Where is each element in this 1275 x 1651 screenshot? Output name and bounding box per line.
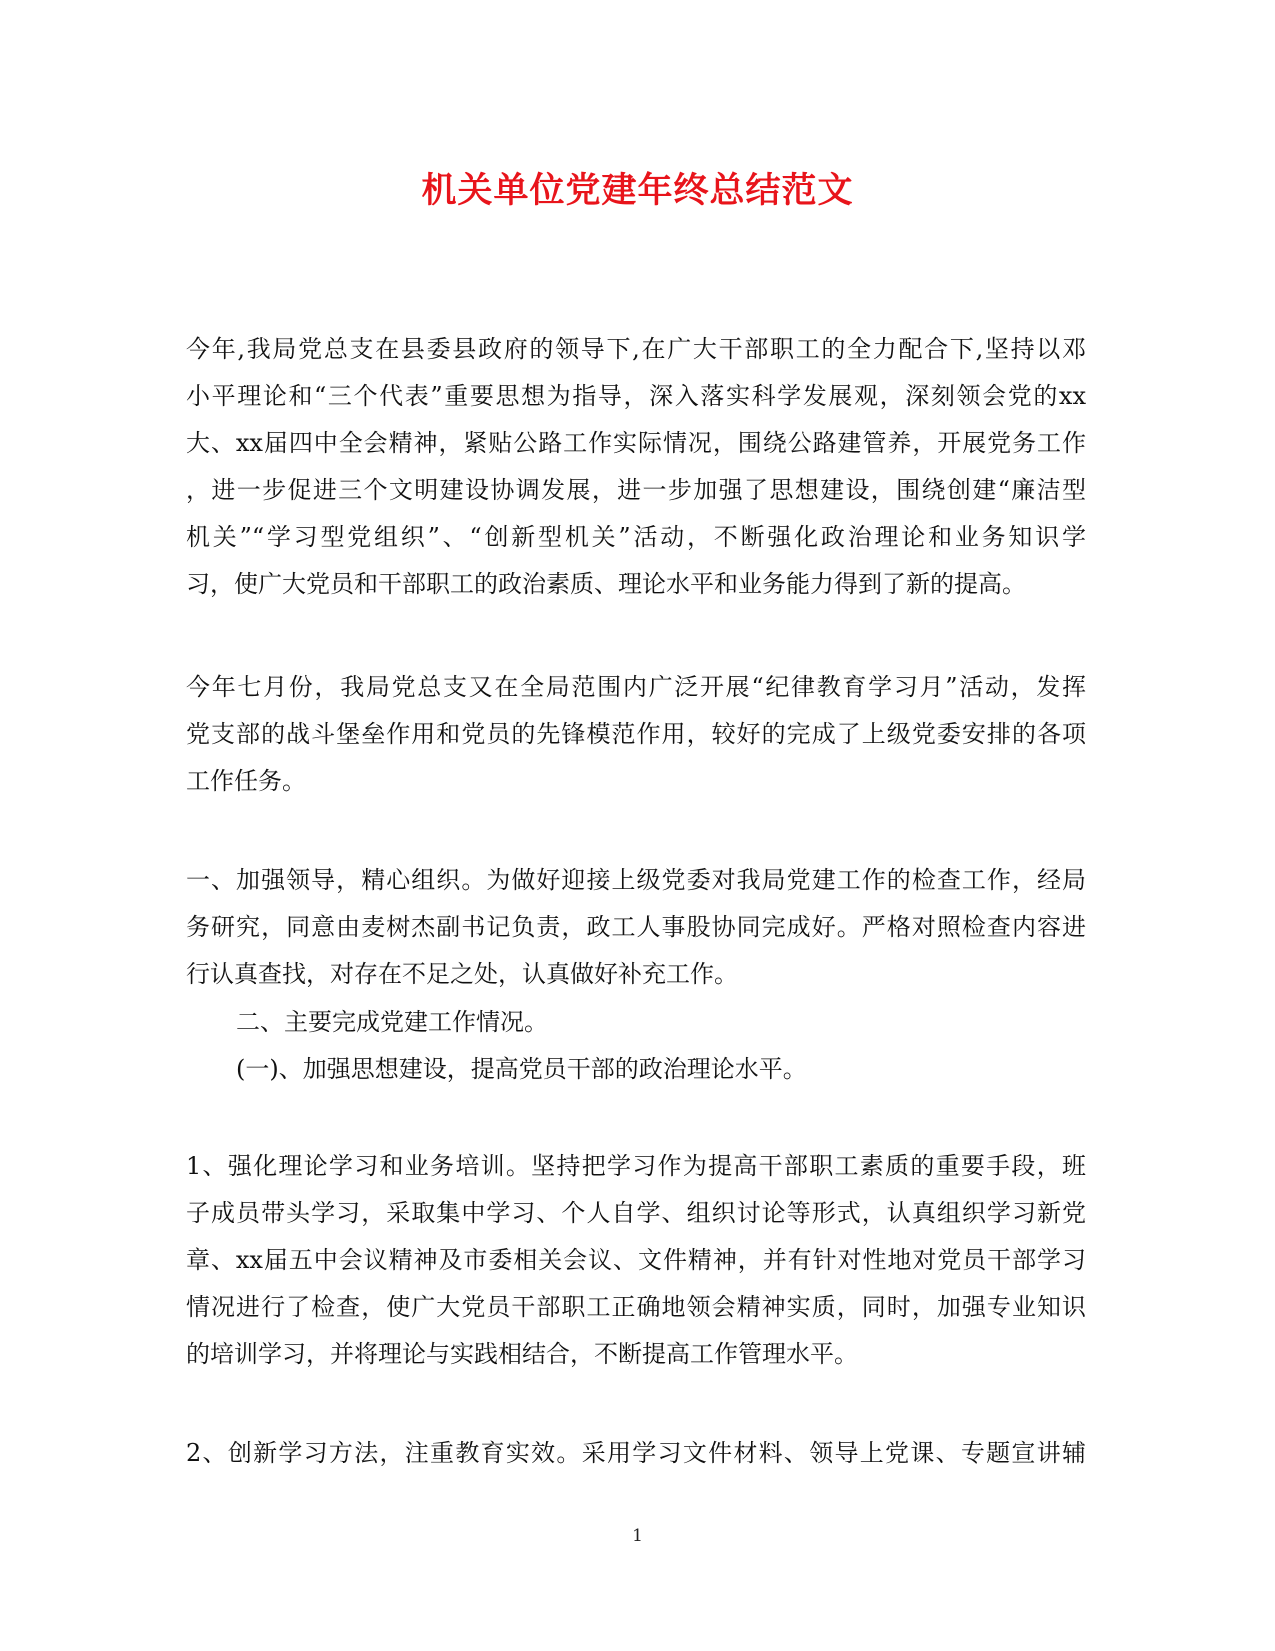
paragraph-line: 一、加强领导，精心组织。为做好迎接上级党委对我局党建工作的检查工作，经局 xyxy=(186,866,1086,894)
paragraph-line: 2、创新学习方法，注重教育实效。采用学习文件材料、领导上党课、专题宣讲辅 xyxy=(186,1439,1086,1467)
paragraph-line: 今年,我局党总支在县委县政府的领导下,在广大干部职工的全力配合下,坚持以邓 xyxy=(186,335,1086,363)
paragraph-item-one xyxy=(186,1143,1086,1378)
paragraph-line: (一)、加强思想建设，提高党员干部的政治理论水平。 xyxy=(236,1055,807,1083)
paragraph-line: 务研究，同意由麦树杰副书记负责，政工人事股协同完成好。严格对照检查内容进 xyxy=(186,913,1086,941)
paragraph-line: 大、xx届四中全会精神，紧贴公路工作实际情况，围绕公路建管养，开展党务工作 xyxy=(186,429,1086,457)
paragraph-line: 小平理论和“三个代表”重要思想为指导，深入落实科学发展观，深刻领会党的xx xyxy=(186,382,1086,410)
paragraph-line: 子成员带头学习，采取集中学习、个人自学、组织讨论等形式，认真组织学习新党 xyxy=(186,1199,1086,1227)
section-heading-two xyxy=(236,999,1086,1046)
paragraph-line: 的培训学习，并将理论与实践相结合，不断提高工作管理水平。 xyxy=(186,1340,858,1368)
paragraph-line: ，进一步促进三个文明建设协调发展，进一步加强了思想建设，围绕创建“廉洁型 xyxy=(186,476,1086,504)
document-title: 机关单位党建年终总结范文 xyxy=(421,170,854,211)
paragraph-line: 党支部的战斗堡垒作用和党员的先锋模范作用，较好的完成了上级党委安排的各项 xyxy=(186,720,1086,748)
paragraph-line: 行认真查找，对存在不足之处，认真做好补充工作。 xyxy=(186,960,738,988)
paragraph-intro xyxy=(186,326,1086,608)
paragraph-line: 章、xx届五中会议精神及市委相关会议、文件精神，并有针对性地对党员干部学习 xyxy=(186,1246,1086,1274)
paragraph-item-two xyxy=(186,1430,1086,1477)
paragraph-line: 二、主要完成党建工作情况。 xyxy=(236,1008,548,1036)
paragraph-line: 1、强化理论学习和业务培训。坚持把学习作为提高干部职工素质的重要手段，班 xyxy=(186,1152,1086,1180)
paragraph-section-one xyxy=(186,857,1086,998)
paragraph-line: 情况进行了检查，使广大党员干部职工正确地领会精神实质，同时，加强专业知识 xyxy=(186,1293,1086,1321)
subsection-heading-one xyxy=(236,1046,1086,1093)
paragraph-line: 工作任务。 xyxy=(186,767,306,795)
paragraph-july-activity xyxy=(186,664,1086,805)
paragraph-line: 习，使广大党员和干部职工的政治素质、理论水平和业务能力得到了新的提高。 xyxy=(186,570,1026,598)
page-number: 1 xyxy=(632,1526,643,1546)
paragraph-line: 今年七月份，我局党总支又在全局范围内广泛开展“纪律教育学习月”活动，发挥 xyxy=(186,673,1086,701)
paragraph-line: 机关”“学习型党组织”、“创新型机关”活动，不断强化政治理论和业务知识学 xyxy=(186,523,1086,551)
